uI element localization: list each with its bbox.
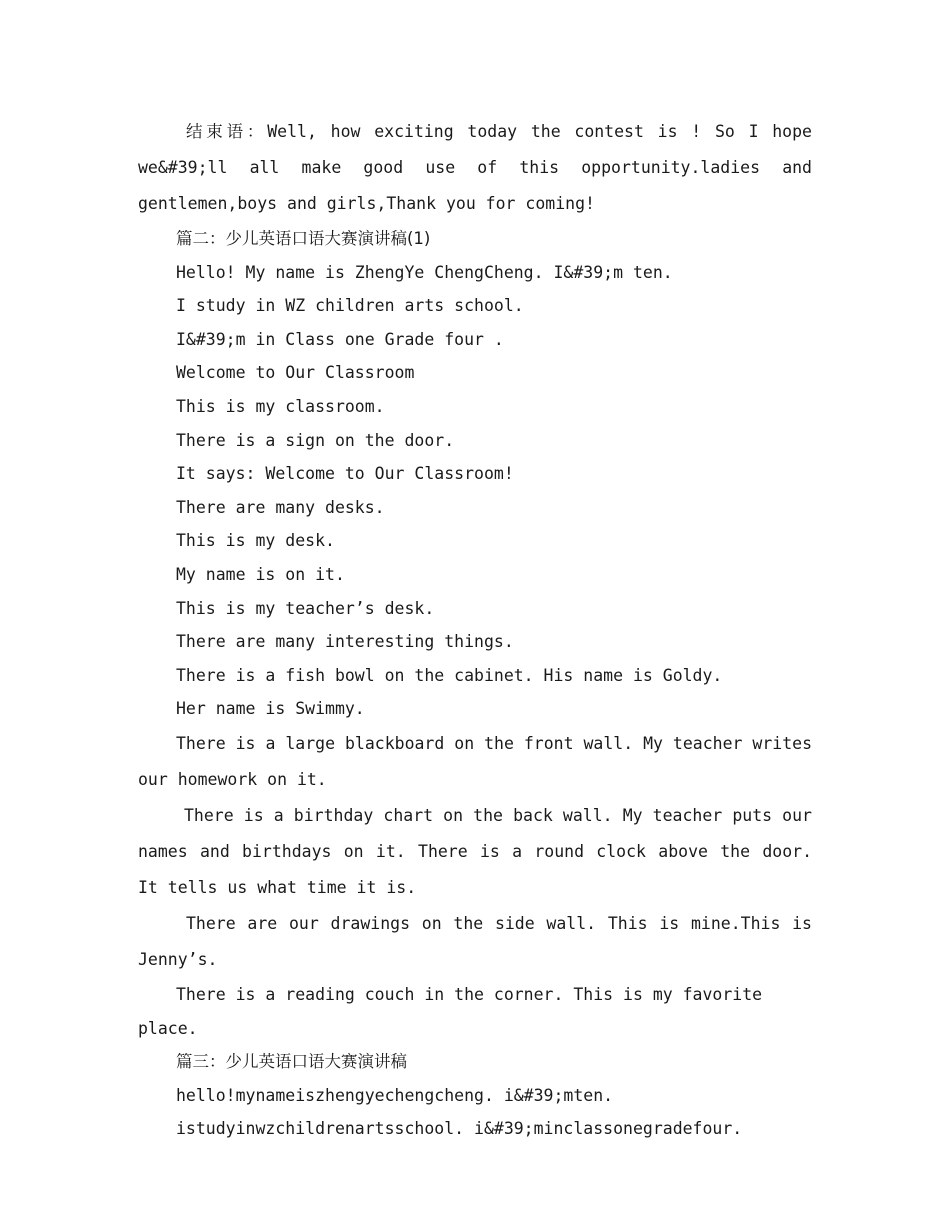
text-line: I&#39;m in Class one Grade four . (176, 329, 504, 349)
text-line: There is a sign on the door. (176, 430, 455, 450)
blackboard-paragraph: There is a large blackboard on the front wall. My teacher writes our homework on it. (138, 733, 812, 789)
section-heading-part-two: 篇二：少儿英语口语大赛演讲稿(1) (176, 229, 431, 248)
text-line: This is my classroom. (176, 396, 385, 416)
text-line: Hello! My name is ZhengYe ChengCheng. I&#39;m ten. (176, 262, 673, 282)
text-line: Her name is Swimmy. (176, 699, 365, 719)
section-heading-part-three: 篇三：少儿英语口语大赛演讲稿 (176, 1052, 407, 1072)
drawings-paragraph: There are our drawings on the side wall. This is mine.This is Jenny’s. (138, 913, 812, 969)
text-line: There are many desks. (176, 497, 385, 517)
text-line: There are many interesting things. (176, 632, 514, 652)
text-line: There is a reading couch in the corner. This is my favorite place. (138, 984, 763, 1038)
text-line: I study in WZ children arts school. (176, 296, 524, 316)
text-line: There is a fish bowl on the cabinet. His name is Goldy. (176, 665, 723, 685)
text-line: hello!mynameiszhengyechengcheng. i&#39;mten. (176, 1085, 614, 1105)
text-line: istudyinwzchildrenartsschool. i&#39;minclassonegradefour. (176, 1119, 743, 1139)
text-line: This is my desk. (176, 531, 335, 551)
text-line: This is my teacher’s desk. (176, 598, 435, 618)
text-line: My name is on it. (176, 564, 345, 584)
birthday-chart-paragraph: There is a birthday chart on the back wall. My teacher puts our names and birthdays on it. There is a round clock above the door. It tells us what time it is. (138, 805, 812, 897)
closing-remarks-paragraph: 结束语：Well, how exciting today the contest is ! So I hope we&#39;ll all make good use of this opportunity.ladies and gentlemen,boys and girls,Thank you for coming! (138, 122, 812, 213)
text-line: It says: Welcome to Our Classroom! (176, 464, 514, 484)
document-body (138, 114, 812, 1146)
text-line: Welcome to Our Classroom (176, 363, 415, 383)
